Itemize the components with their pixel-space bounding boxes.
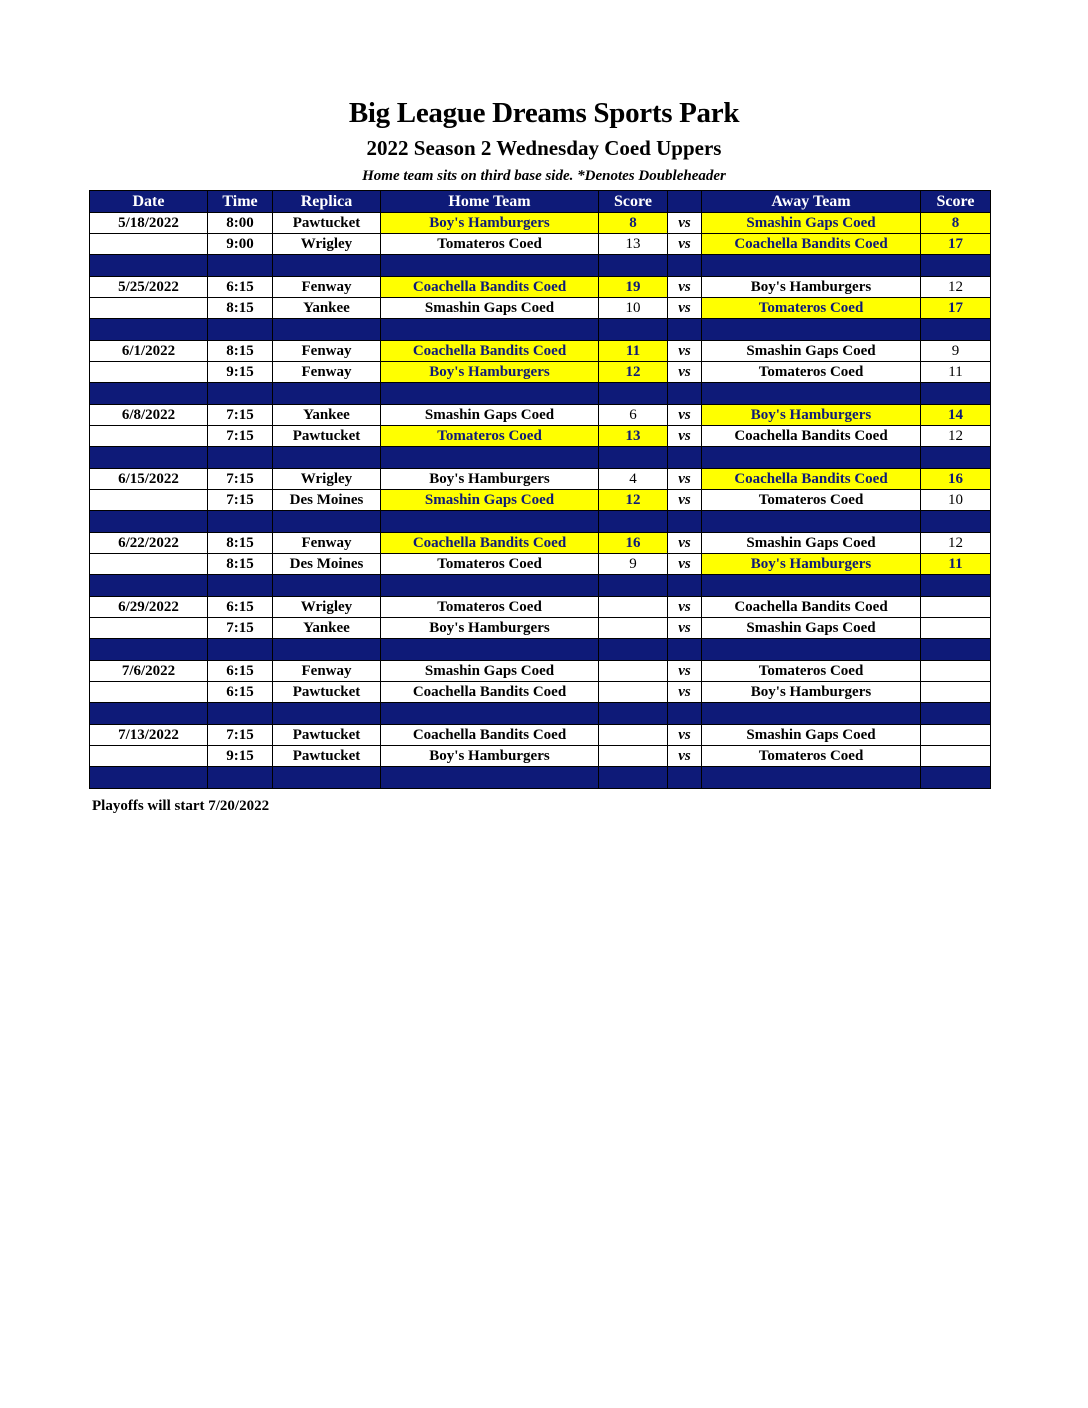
- away-team: Tomateros Coed: [702, 746, 921, 767]
- week-separator: [90, 575, 991, 597]
- separator-cell: [702, 319, 921, 341]
- separator-cell: [702, 383, 921, 405]
- game-time: 7:15: [208, 405, 273, 426]
- vs-label: vs: [668, 682, 702, 703]
- away-team: Smashin Gaps Coed: [702, 618, 921, 639]
- separator-cell: [599, 255, 668, 277]
- week-separator: [90, 767, 991, 789]
- home-team: Tomateros Coed: [381, 554, 599, 575]
- separator-cell: [599, 639, 668, 661]
- week-separator: [90, 255, 991, 277]
- away-team: Tomateros Coed: [702, 490, 921, 511]
- table-row: [90, 298, 991, 319]
- game-date: 5/25/2022: [90, 277, 208, 298]
- separator-cell: [273, 767, 381, 789]
- game-time: 8:15: [208, 298, 273, 319]
- separator-cell: [668, 511, 702, 533]
- separator-cell: [702, 703, 921, 725]
- separator-cell: [90, 319, 208, 341]
- separator-cell: [381, 639, 599, 661]
- separator-cell: [208, 703, 273, 725]
- separator-cell: [273, 383, 381, 405]
- table-row: [90, 554, 991, 575]
- away-team: Boy's Hamburgers: [702, 682, 921, 703]
- separator-cell: [208, 255, 273, 277]
- table-row: [90, 213, 991, 234]
- game-time: 7:15: [208, 490, 273, 511]
- vs-label: vs: [668, 618, 702, 639]
- table-row: [90, 725, 991, 746]
- game-time: 9:15: [208, 362, 273, 383]
- game-date: [90, 426, 208, 447]
- header-vs: [668, 191, 702, 213]
- vs-label: vs: [668, 213, 702, 234]
- away-team: Tomateros Coed: [702, 661, 921, 682]
- game-time: 8:00: [208, 213, 273, 234]
- home-team: Smashin Gaps Coed: [381, 298, 599, 319]
- separator-cell: [90, 255, 208, 277]
- home-score: 16: [599, 533, 668, 554]
- home-score: [599, 746, 668, 767]
- separator-cell: [381, 703, 599, 725]
- playoffs-note: Playoffs will start 7/20/2022: [92, 798, 270, 814]
- separator-cell: [381, 319, 599, 341]
- game-replica: Wrigley: [273, 234, 381, 255]
- week-separator: [90, 511, 991, 533]
- game-date: [90, 682, 208, 703]
- home-team: Boy's Hamburgers: [381, 746, 599, 767]
- week-separator: [90, 447, 991, 469]
- separator-cell: [921, 319, 991, 341]
- game-date: 5/18/2022: [90, 213, 208, 234]
- separator-cell: [921, 383, 991, 405]
- separator-cell: [273, 511, 381, 533]
- schedule-note: Home team sits on third base side. *Denotes Doubleheader: [362, 168, 726, 184]
- separator-cell: [208, 447, 273, 469]
- separator-cell: [668, 383, 702, 405]
- game-time: 6:15: [208, 661, 273, 682]
- home-team: Boy's Hamburgers: [381, 469, 599, 490]
- home-score: 12: [599, 490, 668, 511]
- game-date: 7/6/2022: [90, 661, 208, 682]
- game-replica: Pawtucket: [273, 746, 381, 767]
- home-team: Coachella Bandits Coed: [381, 682, 599, 703]
- separator-cell: [381, 511, 599, 533]
- game-replica: Fenway: [273, 533, 381, 554]
- separator-cell: [208, 767, 273, 789]
- game-date: 7/13/2022: [90, 725, 208, 746]
- separator-cell: [273, 639, 381, 661]
- separator-cell: [90, 703, 208, 725]
- header-time: Time: [208, 191, 273, 213]
- separator-cell: [668, 255, 702, 277]
- vs-label: vs: [668, 469, 702, 490]
- game-time: 6:15: [208, 682, 273, 703]
- separator-cell: [702, 767, 921, 789]
- away-team: Boy's Hamburgers: [702, 554, 921, 575]
- vs-label: vs: [668, 533, 702, 554]
- table-row: [90, 469, 991, 490]
- home-score: 13: [599, 234, 668, 255]
- table-row: [90, 277, 991, 298]
- separator-cell: [273, 447, 381, 469]
- game-time: 6:15: [208, 597, 273, 618]
- game-replica: Fenway: [273, 661, 381, 682]
- home-score: 8: [599, 213, 668, 234]
- table-row: [90, 618, 991, 639]
- away-team: Smashin Gaps Coed: [702, 533, 921, 554]
- away-score: 11: [921, 554, 991, 575]
- game-replica: Des Moines: [273, 490, 381, 511]
- separator-cell: [668, 639, 702, 661]
- home-score: [599, 682, 668, 703]
- separator-cell: [90, 639, 208, 661]
- home-score: 9: [599, 554, 668, 575]
- header-row: [90, 191, 991, 213]
- table-row: [90, 490, 991, 511]
- week-separator: [90, 639, 991, 661]
- vs-label: vs: [668, 277, 702, 298]
- separator-cell: [381, 447, 599, 469]
- away-score: 10: [921, 490, 991, 511]
- separator-cell: [702, 511, 921, 533]
- vs-label: vs: [668, 597, 702, 618]
- game-replica: Pawtucket: [273, 213, 381, 234]
- home-score: 6: [599, 405, 668, 426]
- separator-cell: [921, 511, 991, 533]
- header-date: Date: [90, 191, 208, 213]
- separator-cell: [90, 383, 208, 405]
- game-replica: Wrigley: [273, 597, 381, 618]
- separator-cell: [702, 639, 921, 661]
- separator-cell: [599, 703, 668, 725]
- away-team: Coachella Bandits Coed: [702, 426, 921, 447]
- home-score: [599, 661, 668, 682]
- game-time: 7:15: [208, 469, 273, 490]
- game-time: 7:15: [208, 426, 273, 447]
- game-time: 7:15: [208, 618, 273, 639]
- vs-label: vs: [668, 490, 702, 511]
- game-replica: Pawtucket: [273, 725, 381, 746]
- separator-cell: [668, 575, 702, 597]
- away-team: Smashin Gaps Coed: [702, 725, 921, 746]
- game-replica: Wrigley: [273, 469, 381, 490]
- home-score: [599, 725, 668, 746]
- game-date: [90, 746, 208, 767]
- separator-cell: [702, 255, 921, 277]
- week-separator: [90, 319, 991, 341]
- separator-cell: [668, 319, 702, 341]
- game-date: [90, 490, 208, 511]
- header-home-score: Score: [599, 191, 668, 213]
- home-team: Coachella Bandits Coed: [381, 341, 599, 362]
- separator-cell: [90, 511, 208, 533]
- separator-cell: [381, 767, 599, 789]
- away-score: 14: [921, 405, 991, 426]
- away-score: 12: [921, 426, 991, 447]
- separator-cell: [668, 703, 702, 725]
- table-row: [90, 661, 991, 682]
- table-row: [90, 362, 991, 383]
- separator-cell: [208, 319, 273, 341]
- game-time: 8:15: [208, 554, 273, 575]
- vs-label: vs: [668, 362, 702, 383]
- away-score: [921, 746, 991, 767]
- game-time: 9:00: [208, 234, 273, 255]
- away-score: [921, 725, 991, 746]
- game-date: 6/8/2022: [90, 405, 208, 426]
- game-time: 8:15: [208, 341, 273, 362]
- home-score: [599, 597, 668, 618]
- table-row: [90, 682, 991, 703]
- separator-cell: [273, 703, 381, 725]
- game-date: [90, 618, 208, 639]
- table-row: [90, 426, 991, 447]
- separator-cell: [921, 639, 991, 661]
- home-team: Tomateros Coed: [381, 426, 599, 447]
- away-score: 17: [921, 298, 991, 319]
- game-replica: Fenway: [273, 362, 381, 383]
- vs-label: vs: [668, 405, 702, 426]
- game-replica: Yankee: [273, 298, 381, 319]
- separator-cell: [668, 767, 702, 789]
- table-row: [90, 597, 991, 618]
- home-score: 12: [599, 362, 668, 383]
- game-replica: Pawtucket: [273, 426, 381, 447]
- table-row: [90, 746, 991, 767]
- away-score: 9: [921, 341, 991, 362]
- separator-cell: [208, 511, 273, 533]
- away-team: Tomateros Coed: [702, 362, 921, 383]
- separator-cell: [273, 255, 381, 277]
- table-row: [90, 533, 991, 554]
- vs-label: vs: [668, 554, 702, 575]
- away-score: 12: [921, 533, 991, 554]
- separator-cell: [921, 447, 991, 469]
- separator-cell: [273, 575, 381, 597]
- header-home-team: Home Team: [381, 191, 599, 213]
- separator-cell: [90, 575, 208, 597]
- separator-cell: [381, 255, 599, 277]
- game-date: 6/15/2022: [90, 469, 208, 490]
- away-score: 17: [921, 234, 991, 255]
- vs-label: vs: [668, 298, 702, 319]
- game-replica: Fenway: [273, 277, 381, 298]
- separator-cell: [702, 447, 921, 469]
- game-date: 6/1/2022: [90, 341, 208, 362]
- home-team: Tomateros Coed: [381, 234, 599, 255]
- game-date: [90, 234, 208, 255]
- home-score: 10: [599, 298, 668, 319]
- separator-cell: [599, 767, 668, 789]
- home-score: 11: [599, 341, 668, 362]
- game-date: [90, 362, 208, 383]
- separator-cell: [921, 767, 991, 789]
- game-replica: Yankee: [273, 618, 381, 639]
- page-title: Big League Dreams Sports Park: [348, 97, 740, 129]
- table-row: [90, 405, 991, 426]
- separator-cell: [921, 575, 991, 597]
- table-row: [90, 234, 991, 255]
- home-team: Smashin Gaps Coed: [381, 490, 599, 511]
- game-date: [90, 554, 208, 575]
- separator-cell: [921, 703, 991, 725]
- game-replica: Pawtucket: [273, 682, 381, 703]
- home-team: Smashin Gaps Coed: [381, 405, 599, 426]
- home-team: Coachella Bandits Coed: [381, 277, 599, 298]
- separator-cell: [668, 447, 702, 469]
- game-time: 7:15: [208, 725, 273, 746]
- separator-cell: [599, 575, 668, 597]
- separator-cell: [208, 383, 273, 405]
- game-replica: Des Moines: [273, 554, 381, 575]
- away-team: Boy's Hamburgers: [702, 277, 921, 298]
- separator-cell: [599, 319, 668, 341]
- away-team: Coachella Bandits Coed: [702, 234, 921, 255]
- home-team: Smashin Gaps Coed: [381, 661, 599, 682]
- vs-label: vs: [668, 234, 702, 255]
- schedule-body: [90, 213, 991, 789]
- away-score: 11: [921, 362, 991, 383]
- away-score: 16: [921, 469, 991, 490]
- game-replica: Fenway: [273, 341, 381, 362]
- week-separator: [90, 383, 991, 405]
- separator-cell: [273, 319, 381, 341]
- home-team: Tomateros Coed: [381, 597, 599, 618]
- game-date: 6/29/2022: [90, 597, 208, 618]
- vs-label: vs: [668, 426, 702, 447]
- separator-cell: [381, 383, 599, 405]
- vs-label: vs: [668, 341, 702, 362]
- home-team: Coachella Bandits Coed: [381, 725, 599, 746]
- separator-cell: [208, 575, 273, 597]
- vs-label: vs: [668, 746, 702, 767]
- home-score: 13: [599, 426, 668, 447]
- away-team: Smashin Gaps Coed: [702, 213, 921, 234]
- away-score: 12: [921, 277, 991, 298]
- game-time: 6:15: [208, 277, 273, 298]
- header-away-score: Score: [921, 191, 991, 213]
- home-score: 4: [599, 469, 668, 490]
- header-replica: Replica: [273, 191, 381, 213]
- separator-cell: [599, 383, 668, 405]
- vs-label: vs: [668, 725, 702, 746]
- page-subtitle: 2022 Season 2 Wednesday Coed Uppers: [366, 136, 722, 160]
- game-replica: Yankee: [273, 405, 381, 426]
- game-time: 9:15: [208, 746, 273, 767]
- away-team: Boy's Hamburgers: [702, 405, 921, 426]
- separator-cell: [90, 447, 208, 469]
- away-score: [921, 682, 991, 703]
- home-team: Coachella Bandits Coed: [381, 533, 599, 554]
- away-score: [921, 661, 991, 682]
- away-team: Coachella Bandits Coed: [702, 597, 921, 618]
- away-team: Smashin Gaps Coed: [702, 341, 921, 362]
- schedule-table: [89, 190, 991, 789]
- home-score: [599, 618, 668, 639]
- home-score: 19: [599, 277, 668, 298]
- separator-cell: [599, 511, 668, 533]
- away-score: [921, 618, 991, 639]
- away-team: Tomateros Coed: [702, 298, 921, 319]
- separator-cell: [702, 575, 921, 597]
- home-team: Boy's Hamburgers: [381, 362, 599, 383]
- separator-cell: [921, 255, 991, 277]
- separator-cell: [381, 575, 599, 597]
- game-date: 6/22/2022: [90, 533, 208, 554]
- vs-label: vs: [668, 661, 702, 682]
- away-team: Coachella Bandits Coed: [702, 469, 921, 490]
- game-time: 8:15: [208, 533, 273, 554]
- header-away-team: Away Team: [702, 191, 921, 213]
- away-score: [921, 597, 991, 618]
- away-score: 8: [921, 213, 991, 234]
- home-team: Boy's Hamburgers: [381, 618, 599, 639]
- game-date: [90, 298, 208, 319]
- separator-cell: [90, 767, 208, 789]
- separator-cell: [599, 447, 668, 469]
- home-team: Boy's Hamburgers: [381, 213, 599, 234]
- separator-cell: [208, 639, 273, 661]
- week-separator: [90, 703, 991, 725]
- table-row: [90, 341, 991, 362]
